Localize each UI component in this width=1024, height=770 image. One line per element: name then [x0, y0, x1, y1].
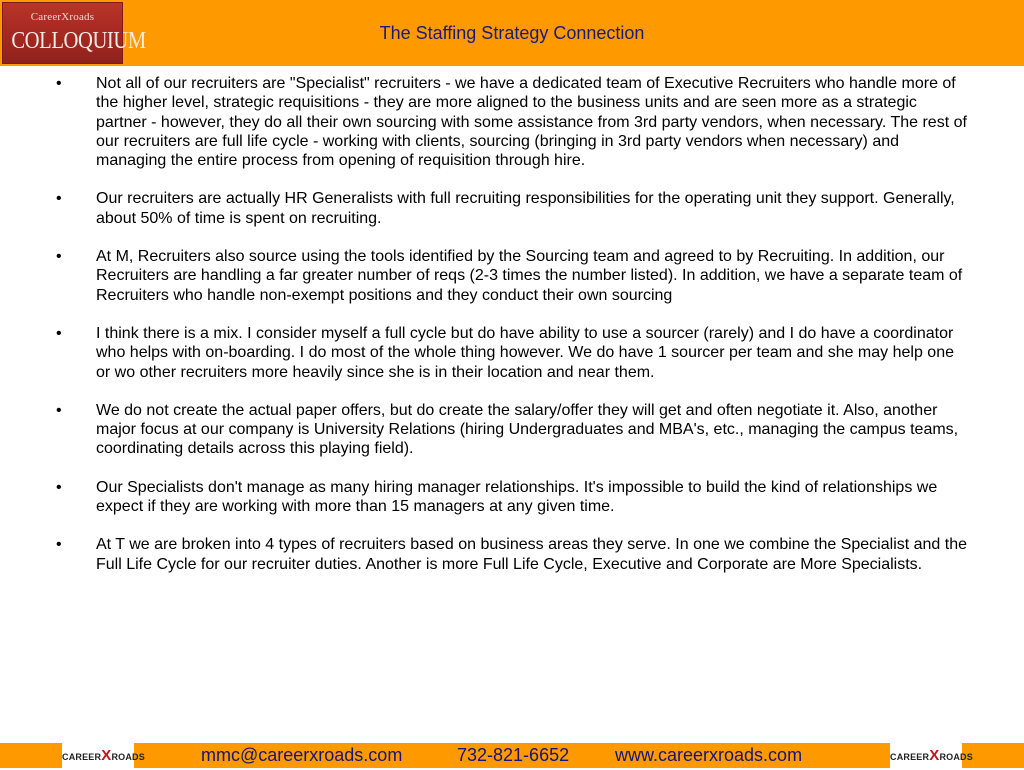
footer-phone: 732-821-6652: [457, 745, 570, 765]
slide-title: The Staffing Strategy Connection: [379, 23, 645, 43]
footer-logo-career: CAREER: [890, 752, 930, 762]
bullet-item: • Our recruiters are actually HR Generalists with full recruiting responsibilities for the operating unit they support. Generally, about 50% of time is spent on recruiting.: [56, 189, 968, 228]
logo-main-text: COLLOQUIUM: [11, 28, 146, 54]
bullet-item: • Our Specialists don't manage as many hiring manager relationships. It's impossible to build the kind of relationships we expect if they are working with more than 15 managers at any given time.: [56, 478, 968, 517]
bullet-item: • At M, Recruiters also source using the tools identified by the Sourcing team and agreed to by Recruiting. In addition, our Recruiters are handling a far greater number of reqs (2-3 times the number listed). In addition, we have a separate team of Recruiters who handle non-exempt positions and they conduct their own sourcing: [56, 247, 968, 305]
bullet-item: • I think there is a mix. I consider myself a full cycle but do have ability to use a sourcer (rarely) and I do have a coordinator who helps with on-boarding. I do most of the whole thing however. We do have 1 sourcer per team and she may help one or wo other recruiters more heavily since she is in their location and near them.: [56, 324, 968, 382]
footer-logo-roads: ROADS: [939, 752, 973, 762]
footer-logo-x: X: [929, 747, 940, 764]
footer-logo-x: X: [101, 747, 112, 764]
bullet-item: • At T we are broken into 4 types of recruiters based on business areas they serve. In one we combine the Specialist and the Full Life Cycle for our recruiter duties. Another is more Full Life Cycle, Executive and Corporate are More Specialists.: [56, 535, 968, 574]
footer-email: mmc@careerxroads.com: [201, 745, 403, 765]
footer-website: www.careerxroads.com: [615, 745, 803, 765]
careerxroads-footer-logo-right: [890, 743, 973, 768]
header-bar: [0, 0, 1024, 66]
bullet-item: • Not all of our recruiters are "Specialist" recruiters - we have a dedicated team of Executive Recruiters who handle more of the higher level, strategic requisitions - they are more aligned to the business units and are seen more as a strategic partner - however, they do all their own sourcing with some assistance from 3rd party vendors, when necessary. The rest of our recruiters are full life cycle - working with clients, sourcing (bringing in 3rd party vendors when necessary) and managing the entire process from opening of requisition through hire.: [56, 74, 968, 170]
bullet-item: • We do not create the actual paper offers, but do create the salary/offer they will get and often negotiate it. Also, another major focus at our company is University Relations (hiring Undergraduates and MBA's, etc., managing the campus teams, coordinating details across this playing field).: [56, 401, 968, 459]
bullet-list: [56, 74, 968, 574]
careerxroads-footer-logo-left: [62, 743, 145, 768]
logo-top-text: CareerXroads: [30, 11, 95, 23]
footer-bar: [0, 743, 1024, 768]
footer-logo-roads: ROADS: [111, 752, 145, 762]
footer-logo-career: CAREER: [62, 752, 102, 762]
